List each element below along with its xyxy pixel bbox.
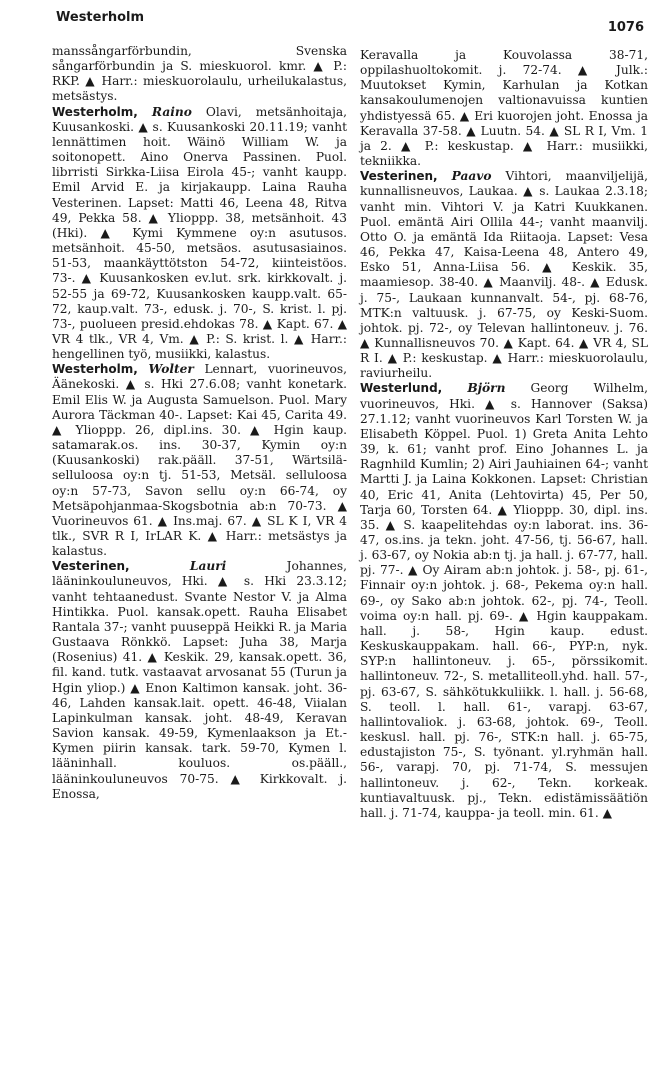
entry-surname: Vesterinen, <box>360 169 438 184</box>
entry-surname: Westerlund, <box>360 381 443 396</box>
right-column <box>360 48 648 821</box>
page-number: 1076 <box>607 20 644 35</box>
running-head: Westerholm <box>56 10 145 25</box>
continuation-text: Keravalla ja Kouvolassa 38-71, oppilashuoltokomit. j. 72-74. ▲ Julk.: Muutokset Kymin, Karhulan ja Kotkan kansakoulumenojen valtionavuissa kuntien yhdistyessä 65. ▲ Eri kuorojen joht. Enossa ja Keravalla 37-58. ▲ Luutn. 54. ▲ SL R I, Vm. 1 ja 2. ▲ P.: keskustap. ▲ Harr.: musiikki, tekniikka. <box>360 48 648 169</box>
entry-given-name: Björn <box>467 381 506 396</box>
entry-text: Georg Wilhelm, vuorineuvos, Hki. ▲ s. Hannover (Saksa) 27.1.12; vanht vuorineuvos Karl Torsten W. ja Elisabeth Köppel. Puol. 1) Greta Anita Lehto 39, k. 61; vanht prof. Eino Johannes L. ja Ragnhild Kumlin; 2) Airi Jauhiainen 64-; vanht Martti J. ja Laina Kokkonen. Lapset: Christian 40, Eric 41, Anita (Lehtovirta) 45, Per 50, Tarja 60, Torsten 64. ▲ Ylioppp. 30, dipl. ins. 35. ▲ S. kaapelitehdas oy:n laborat. ins. 36-47, os.ins. ja tekn. joht. 47-56, tj. 56-67, hall. j. 63-67, oy Nokia ab:n tj. ja hall. j. 67-77, hall. pj. 77-. ▲ Oy Airam ab:n johtok. j. 58-, pj. 61-, Finnair oy:n johtok. j. 68-, Pekema oy:n hall. 69-, oy Sako ab:n johtok. 62-, pj. 74-, Teoll. voima oy:n hall. pj. 69-. ▲ Hgin kauppakam. hall. j. 58-, Hgin kaup. edust. Keskuskauppakam. hall. 66-, PYP:n, nyk. SYP:n hallintoneuv. j. 65-, pörssikomit. hallintoneuv. 72-, S. metalliteoll.yhd. hall. 57-, pj. 63-67, S. sähkötukkuliikk. l. hall. j. 56-68, S. teoll. l. hall. 61-, varapj. 63-67, hallintovaliok. j. 63-68, johtok. 69-, Teoll. keskusl. hall. pj. 76-, STK:n hall. j. 65-75, edustajiston 75-, S. työnant. yl.ryhmän hall. 56-, varapj. 70, pj. 71-74, S. messujen hallintoneuv. j. 62-, Tekn. korkeak. kuntiavaltuusk. pj., Tekn. edistämissäätiön hall. j. 71-74, kauppa- ja teoll. min. 61. ▲ <box>360 381 648 820</box>
entry-given-name: Wolter <box>148 362 194 377</box>
entry-surname: Vesterinen, <box>52 559 130 574</box>
biography-entry <box>360 169 648 381</box>
entry-text: Lennart, vuorineuvos, Äänekoski. ▲ s. Hki 27.6.08; vanht konetark. Emil Elis W. ja Augusta Samuelson. Puol. Mary Aurora Täckman 40-. Lapset: Kai 45, Carita 49. ▲ Ylioppp. 26, dipl.ins. 30. ▲ Hgin kaup. satamarak.os. ins. 30-37, Kymin oy:n (Kuusankoski) rak.pääll. 37-51, Wärtsilä-selluloosa oy:n tj. 51-53, Metsäl. selluloosa oy:n 57-73, Savon sellu oy:n 66-74, oy Metsäpohjanmaa-Skogsbotnia ab:n 70-73. ▲ Vuorineuvos 61. ▲ Ins.maj. 67. ▲ SL K I, VR 4 tlk., SVR R I, IrLAR K. ▲ Harr.: metsästys ja kalastus. <box>52 362 348 559</box>
entry-text: Olavi, metsänhoitaja, Kuusankoski. ▲ s. Kuusankoski 20.11.19; vanht lennättimen hoit. Wäinö William W. ja soitonopett. Aino Onerva Passinen. Puol. librristi Sirkka-Liisa Eirola 45-; vanht kaupp. Emil Arvid E. ja kirjakaupp. Laina Rauha Vesterinen. Lapset: Matti 46, Leena 48, Ritva 49, Pekka 58. ▲ Ylioppp. 38, metsänhoit. 43 (Hki). ▲ Kymi Kymmene oy:n asutusos. metsänhoit. 45-50, metsäos. asutusasiainos. 51-53, maankäyttötston 54-72, kiinteistöos. 73-. ▲ Kuusankosken ev.lut. srk. kirkkovalt. j. 52-55 ja 69-72, Kuusankosken kaupp.valt. 65-72, kaup.valt. 73-, edusk. j. 70-, S. krist. l. pj. 73-, puolueen presid.ehdokas 78. ▲ Kapt. 67. ▲ VR 4 tlk., VR 4, Vm. ▲ P.: S. krist. l. ▲ Harr.: hengellinen työ, musiikki, kalastus. <box>52 104 347 362</box>
entry-text: Johannes, lääninkouluneuvos, Hki. ▲ s. Hki 23.3.12; vanht tehtaanedust. Svante Nestor V. ja Alma Hintikka. Puol. kansak.opett. Rauha Elisabet Rantala 37-; vanht puuseppä Heikki R. ja Maria Gustaava Rönkkö. Lapset: Juha 38, Marja (Rosenius) 41. ▲ Keskik. 29, kansak.opett. 36, fil. kand. tutk. vastaavat arvosanat 55 (Turun ja Hgin yliop.) ▲ Enon Kaltimon kansak. joht. 36-46, Lahden kansak.lait. opett. 46-48, Viialan Lapinkulman kansak. joht. 48-49, Keravan Savion kansak. 49-59, Kymenlaakson ja Et.-Kymen piirin kansak. tark. 59-70, Kymen l. lääninhall. kouluos. os.pääll., lääninkouluneuvos 70-75. ▲ Kirkkovalt. j. Enossa, <box>52 559 348 801</box>
continuation-text: manssångarförbundin, Svenska sångarförbundin ja S. mieskuorol. kmr. ▲ P.: RKP. ▲ Harr.: mieskuorolaulu, urheilukalastus, metsästys. <box>52 44 347 104</box>
biography-entry <box>52 105 347 363</box>
entry-surname: Westerholm, <box>52 104 138 119</box>
entry-given-name: Lauri <box>189 559 227 574</box>
entry-given-name: Paavo <box>451 169 492 184</box>
biography-entry <box>360 381 648 821</box>
left-column <box>52 44 347 802</box>
biography-entry <box>52 559 347 802</box>
entry-surname: Westerholm, <box>52 362 138 377</box>
biography-entry <box>52 362 347 559</box>
entry-text: Vihtori, maanviljelijä, kunnallisneuvos, Laukaa. ▲ s. Laukaa 2.3.18; vanht min. Vihtori V. ja Katri Kuukkanen. Puol. emäntä Airi Ollila 44-; vanht maanvilj. Otto O. ja emäntä Ida Riitaoja. Lapset: Vesa 46, Pekka 47, Kaisa-Leena 48, Antero 49, Esko 51, Anna-Liisa 56. ▲ Keskik. 35, maamiesop. 38-40. ▲ Maanvilj. 48-. ▲ Edusk. j. 75-, Laukaan kunnanvalt. 54-, pj. 68-76, MTK:n valtuusk. j. 67-75, oy Keski-Suom. johtok. pj. 72-, oy Televan hallintoneuv. j. 76. ▲ Kunnallisneuvos 70. ▲ Kapt. 64. ▲ VR 4, SL R I. ▲ P.: keskustap. ▲ Harr.: mieskuorolaulu, raviurheilu. <box>360 169 648 381</box>
entry-given-name: Raino <box>151 104 192 119</box>
